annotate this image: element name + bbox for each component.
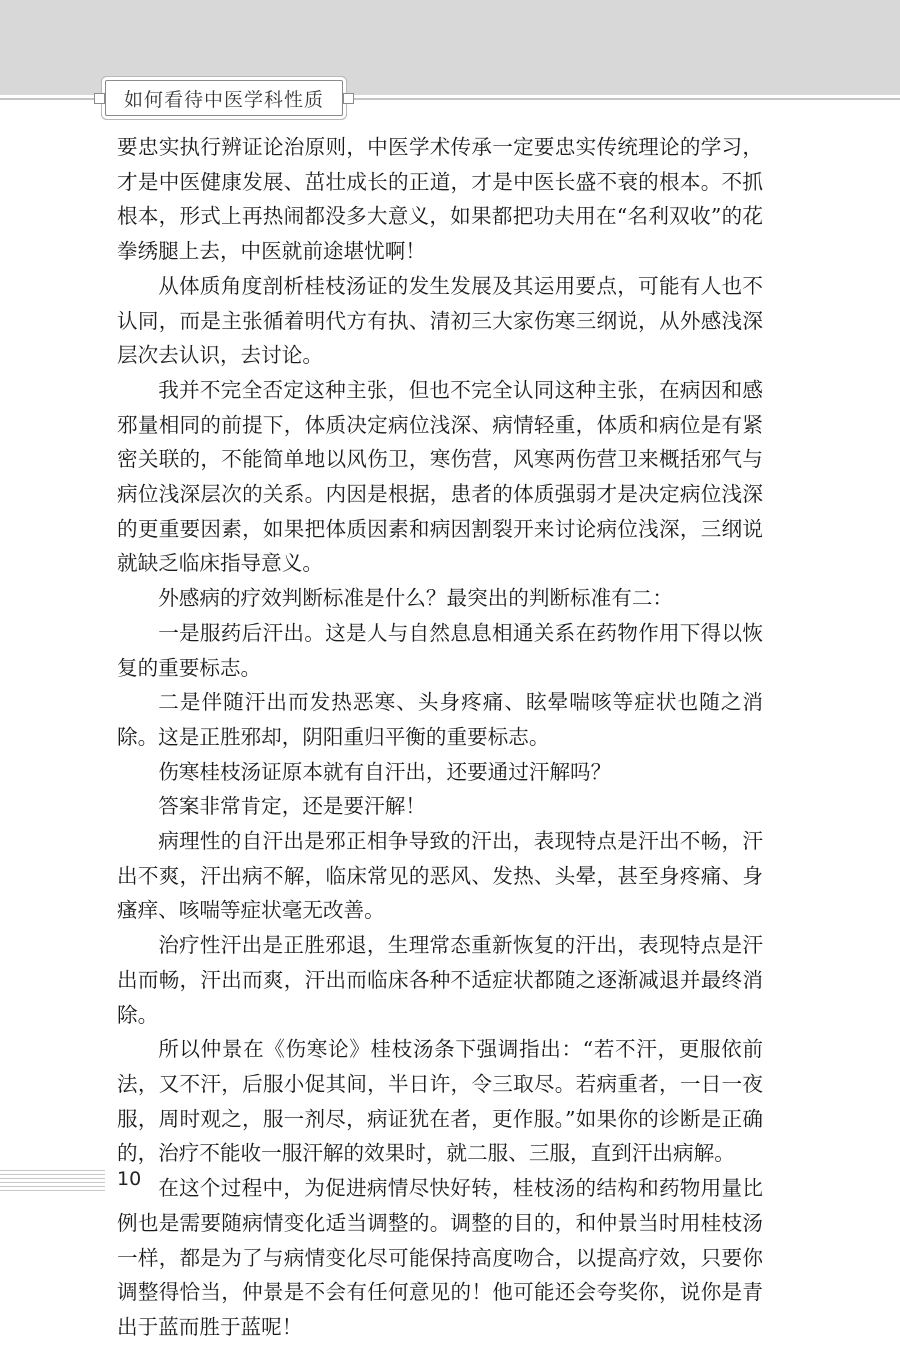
body-text: [117, 130, 763, 1345]
footer-decoration: [0, 1170, 105, 1192]
paragraph: 从体质角度剖析桂枝汤证的发生发展及其运用要点，可能有人也不认同，而是主张循着明代方有执、清初三大家伤寒三纲说，从外感浅深层次去认识，去讨论。: [117, 273, 763, 368]
paragraph: 病理性的自汗出是邪正相争导致的汗出，表现特点是汗出不畅，汗出不爽，汗出病不解，临床常见的恶风、发热、头晕，甚至身疼痛、身瘙痒、咳喘等症状毫无改善。: [117, 829, 763, 923]
paragraph: 在这个过程中，为促进病情尽快好转，桂枝汤的结构和药物用量比例也是需要随病情变化适当调整的。调整的目的，和仲景当时用桂枝汤一样，都是为了与病情变化尽可能保持高度吻合，以提高疗效，只要你调整得恰当，仲景是不会有任何意见的！他可能还会夸奖你，说你是青出于蓝而胜于蓝呢！: [117, 1176, 763, 1339]
paragraph: 外感病的疗效判断标准是什么？最突出的判断标准有二：: [158, 586, 674, 611]
paragraph: 伤寒桂枝汤证原本就有自汗出，还要通过汗解吗？: [158, 759, 612, 784]
paragraph: 我并不完全否定这种主张，但也不完全认同这种主张，在病因和感邪量相同的前提下，体质决定病位浅深、病情轻重，体质和病位是有紧密关联的，不能简单地以风伤卫，寒伤营，风寒两伤营卫来概括邪气与病位浅深层次的关系。内因是根据，患者的体质强弱才是决定病位浅深的更重要因素，如果把体质因素和病因割裂开来讨论病位浅深，三纲说就缺乏临床指导意义。: [117, 377, 763, 576]
paragraph: 治疗性汗出是正胜邪退，生理常态重新恢复的汗出，表现特点是汗出而畅，汗出而爽，汗出而临床各种不适症状都随之逐渐减退并最终消除。: [117, 933, 763, 1027]
running-title-frame: [105, 80, 343, 116]
paragraph: 所以仲景在《伤寒论》桂枝汤条下强调指出：“若不汗，更服依前法，又不汗，后服小促其间，半日许，令三取尽。若病重者，一日一夜服，周时观之，服一剂尽，病证犹在者，更作服。”如果你的诊断是正确的，治疗不能收一服汗解的效果时，就二服、三服，直到汗出病解。: [117, 1037, 763, 1166]
paragraph: 二是伴随汗出而发热恶寒、头身疼痛、眩晕喘咳等症状也随之消除。这是正胜邪却，阴阳重归平衡的重要标志。: [117, 690, 763, 749]
paragraph: 答案非常肯定，还是要汗解！: [158, 794, 426, 819]
paragraph: 一是服药后汗出。这是人与自然息息相通关系在药物作用下得以恢复的重要标志。: [117, 620, 763, 680]
running-title: 如何看待中医学科性质: [124, 88, 325, 111]
page-number: 10: [117, 1168, 142, 1190]
paragraph: 要忠实执行辨证论治原则，中医学术传承一定要忠实传统理论的学习，才是中医健康发展、茁壮成长的正道，才是中医长盛不衰的根本。不抓根本，形式上再热闹都没多大意义，如果都把功夫用在“名利双收”的花拳绣腿上去，中医就前途堪忧啊！: [117, 135, 763, 264]
